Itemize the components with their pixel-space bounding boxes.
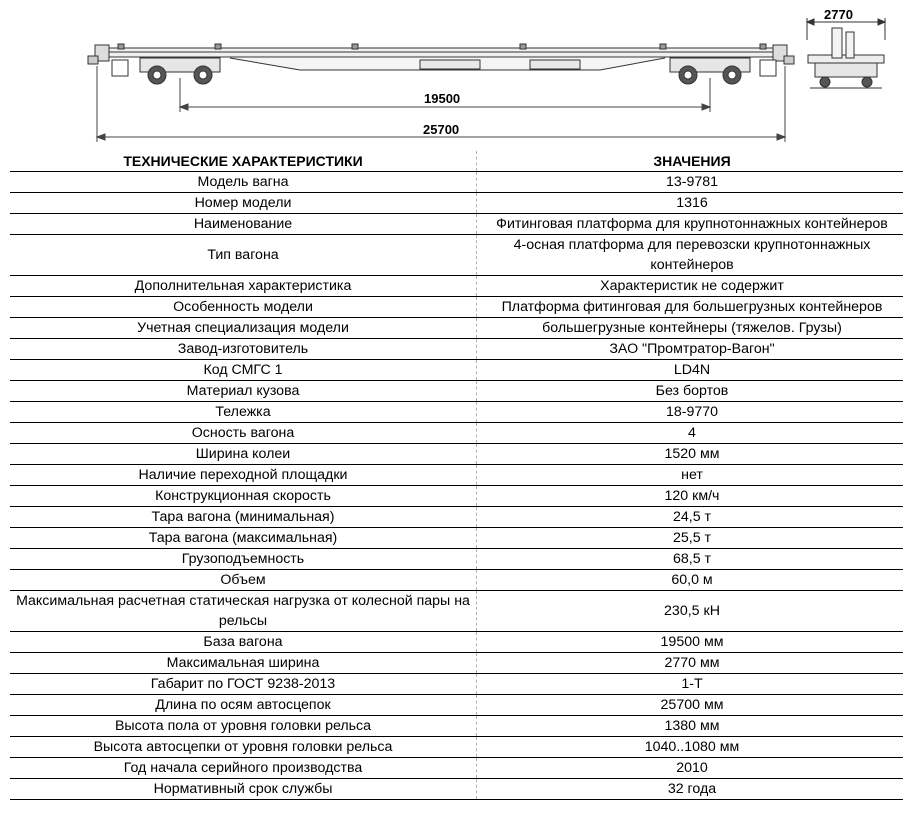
value-cell: 68,5 т — [477, 549, 903, 570]
param-cell: Конструкционная скорость — [10, 486, 477, 507]
value-cell: 13-9781 — [477, 172, 903, 193]
table-row — [10, 758, 903, 779]
table-row — [10, 674, 903, 695]
param-cell: Особенность модели — [10, 297, 477, 318]
value-cell: LD4N — [477, 360, 903, 381]
param-cell: Высота автосцепки от уровня головки рельса — [10, 737, 477, 758]
wheelbase-label: 19500 — [424, 91, 461, 106]
table-row — [10, 549, 903, 570]
table-row — [10, 423, 903, 444]
value-cell: 25700 мм — [477, 695, 903, 716]
table-row — [10, 737, 903, 758]
value-cell: большегрузные контейнеры (тяжелов. Грузы) — [477, 318, 903, 339]
value-cell: 1520 мм — [477, 444, 903, 465]
table-row — [10, 318, 903, 339]
param-cell: Год начала серийного производства — [10, 758, 477, 779]
value-cell: Фитинговая платформа для крупнотоннажных контейнеров — [477, 214, 903, 235]
param-cell: Длина по осям автосцепок — [10, 695, 477, 716]
param-cell: Тележка — [10, 402, 477, 423]
value-cell: 32 года — [477, 779, 903, 800]
table-row — [10, 381, 903, 402]
value-cell: 2770 мм — [477, 653, 903, 674]
table-row — [10, 779, 903, 800]
param-cell: Учетная специализация модели — [10, 318, 477, 339]
table-header-row — [10, 151, 903, 172]
param-cell: Высота пола от уровня головки рельса — [10, 716, 477, 737]
param-cell: База вагона — [10, 632, 477, 653]
table-row — [10, 570, 903, 591]
value-cell: 2010 — [477, 758, 903, 779]
table-row — [10, 360, 903, 381]
param-cell: Осность вагона — [10, 423, 477, 444]
table-row — [10, 591, 903, 632]
table-row — [10, 632, 903, 653]
value-cell: 1-Т — [477, 674, 903, 695]
header-value: ЗНАЧЕНИЯ — [477, 151, 903, 172]
header-param: ТЕХНИЧЕСКИЕ ХАРАКТЕРИСТИКИ — [10, 151, 477, 172]
value-cell: 24,5 т — [477, 507, 903, 528]
value-cell: 60,0 м — [477, 570, 903, 591]
param-cell: Максимальная расчетная статическая нагрузка от колесной пары на рельсы — [10, 591, 477, 632]
length-label: 25700 — [423, 122, 460, 137]
value-cell: Характеристик не содержит — [477, 276, 903, 297]
param-cell: Нормативный срок службы — [10, 779, 477, 800]
param-cell: Код СМГС 1 — [10, 360, 477, 381]
param-cell: Габарит по ГОСТ 9238-2013 — [10, 674, 477, 695]
value-cell: ЗАО "Промтратор-Вагон" — [477, 339, 903, 360]
wagon-drawing — [0, 0, 903, 150]
table-row — [10, 339, 903, 360]
table-row — [10, 297, 903, 318]
value-cell: 25,5 т — [477, 528, 903, 549]
value-cell: Платформа фитинговая для большегрузных контейнеров — [477, 297, 903, 318]
table-row — [10, 528, 903, 549]
param-cell: Материал кузова — [10, 381, 477, 402]
param-cell: Грузоподъемность — [10, 549, 477, 570]
param-cell: Модель вагна — [10, 172, 477, 193]
value-cell: 120 км/ч — [477, 486, 903, 507]
param-cell: Тара вагона (максимальная) — [10, 528, 477, 549]
table-row — [10, 402, 903, 423]
value-cell: 19500 мм — [477, 632, 903, 653]
wagon-end-view — [807, 18, 885, 88]
table-row — [10, 193, 903, 214]
value-cell: 230,5 кН — [477, 591, 903, 632]
table-row — [10, 172, 903, 193]
table-row — [10, 465, 903, 486]
table-row — [10, 235, 903, 276]
table-row — [10, 276, 903, 297]
table-row — [10, 444, 903, 465]
table-row — [10, 214, 903, 235]
value-cell: 4 — [477, 423, 903, 444]
param-cell: Дополнительная характеристика — [10, 276, 477, 297]
param-cell: Тип вагона — [10, 235, 477, 276]
value-cell: нет — [477, 465, 903, 486]
table-row — [10, 716, 903, 737]
table-row — [10, 486, 903, 507]
param-cell: Ширина колеи — [10, 444, 477, 465]
end-width-label: 2770 — [824, 7, 853, 22]
table-row — [10, 653, 903, 674]
param-cell: Тара вагона (минимальная) — [10, 507, 477, 528]
param-cell: Номер модели — [10, 193, 477, 214]
param-cell: Объем — [10, 570, 477, 591]
param-cell: Наличие переходной площадки — [10, 465, 477, 486]
param-cell: Завод-изготовитель — [10, 339, 477, 360]
value-cell: Без бортов — [477, 381, 903, 402]
value-cell: 1316 — [477, 193, 903, 214]
table-row — [10, 507, 903, 528]
value-cell: 4-осная платформа для перевозски крупнотоннажных контейнеров — [477, 235, 903, 276]
value-cell: 1380 мм — [477, 716, 903, 737]
value-cell: 18-9770 — [477, 402, 903, 423]
value-cell: 1040..1080 мм — [477, 737, 903, 758]
param-cell: Максимальная ширина — [10, 653, 477, 674]
table-row — [10, 695, 903, 716]
spec-table — [10, 151, 903, 800]
param-cell: Наименование — [10, 214, 477, 235]
